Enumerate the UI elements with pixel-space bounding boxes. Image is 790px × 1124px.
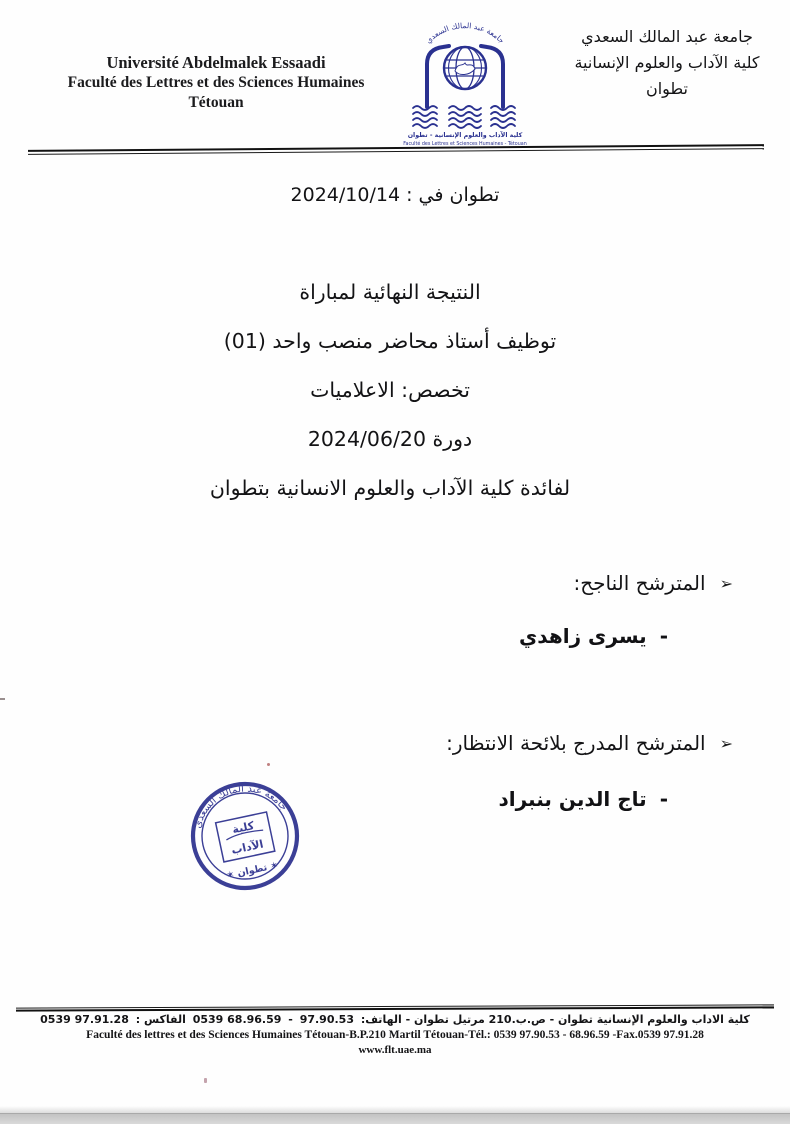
- footer-ar-address-phone-label: كلية الاداب والعلوم الإنسانية تطوان - ص.ب.210 مرتيل تطوان - الهاتف:: [360, 1013, 750, 1026]
- city-name-fr: Tétouan: [188, 94, 244, 111]
- successful-candidate-entry: [519, 624, 668, 648]
- title-line-result: النتيجة النهائية لمباراة: [299, 280, 481, 304]
- official-stamp: [184, 779, 306, 893]
- stamp-center-line2: الآداب: [230, 837, 265, 857]
- title-line-faculty: لفائدة كلية الآداب والعلوم الانسانية بتطوان: [209, 476, 571, 500]
- stamp-bottom-text: ✶ تطوان ✶: [225, 859, 280, 882]
- footer-website: www.flt.uae.ma: [358, 1044, 432, 1056]
- footer-french-line: Faculté des lettres et des Sciences Humaines Tétouan-B.P.210 Martil Tétouan-Tél.: 0539 97.90.53 - 68.96.59 -Fax.0539 97.91.28: [86, 1029, 704, 1041]
- waiting-list-entry: [499, 787, 669, 811]
- page-bottom-edge: [0, 1113, 790, 1124]
- arrow-bullet-icon: ➢: [719, 574, 733, 593]
- svg-text:جامعة عبد المالك السعدي: [424, 21, 507, 45]
- footer-ar-phone2: 0539 68.96.59: [192, 1013, 282, 1026]
- header-arabic: [552, 24, 782, 102]
- title-line-speciality: تخصص: الاعلاميات: [310, 378, 470, 402]
- successful-candidate-heading: المترشح الناجح:: [573, 571, 706, 595]
- scan-artifact: [0, 698, 5, 700]
- footer-divider-rule: [16, 1004, 774, 1011]
- section-waiting-list: [446, 731, 733, 755]
- footer-ar-phone1: 97.90.53: [299, 1013, 354, 1026]
- waiting-list-heading: المترشح المدرج بلائحة الانتظار:: [446, 731, 706, 755]
- header-divider-rule: [28, 144, 764, 155]
- title-line-session: دورة 2024/06/20: [307, 427, 473, 451]
- footer-ar-fax-number: 0539 97.91.28: [40, 1013, 129, 1026]
- page-bottom-shadow: [0, 1106, 790, 1113]
- footer-arabic-line: [0, 1013, 790, 1026]
- title-block: [105, 268, 675, 513]
- section-successful-candidate: [573, 571, 733, 595]
- waiting-list-candidate-name: تاج الدين بنبراد: [498, 787, 647, 811]
- faculty-logo: [398, 10, 532, 148]
- scan-artifact: [204, 1078, 207, 1083]
- faculty-name-ar: كلية الآداب والعلوم الإنسانية: [574, 53, 760, 72]
- dash-bullet: -: [659, 624, 668, 648]
- university-name-ar: جامعة عبد المالك السعدي: [581, 27, 753, 46]
- faculty-logo-icon: [398, 10, 532, 148]
- footer-ar-fax-label: الفاكس :: [135, 1013, 186, 1026]
- title-line-position: توظيف أستاذ محاضر منصب واحد (01): [223, 329, 557, 353]
- stamp-icon: [184, 779, 306, 893]
- date-line: تطوان في : 2024/10/14: [290, 184, 500, 206]
- logo-caption-arabic: كلية الآداب والعلوم الإنسانية - تطوان: [407, 132, 523, 139]
- header-french: [36, 52, 396, 113]
- scan-artifact: [267, 763, 270, 766]
- stamp-center-line1: كلية: [231, 819, 256, 837]
- successful-candidate-name: يسرى زاهدي: [518, 624, 647, 648]
- stamp-arc-text: جامعة عبد المالك السعدي: [192, 783, 290, 830]
- faculty-name-fr: Faculté des Lettres et des Sciences Humaines: [67, 74, 365, 91]
- arrow-bullet-icon: ➢: [719, 734, 733, 753]
- footer-ar-dash: -: [288, 1013, 293, 1026]
- city-name-ar: تطوان: [645, 79, 689, 98]
- dash-bullet: -: [659, 787, 668, 811]
- logo-caption-french: Faculté des Lettres et Sciences Humaines - Tétouan: [403, 142, 527, 147]
- university-name-fr: Université Abdelmalek Essaadi: [106, 53, 326, 72]
- logo-arc-text: جامعة عبد المالك السعدي: [423, 21, 507, 46]
